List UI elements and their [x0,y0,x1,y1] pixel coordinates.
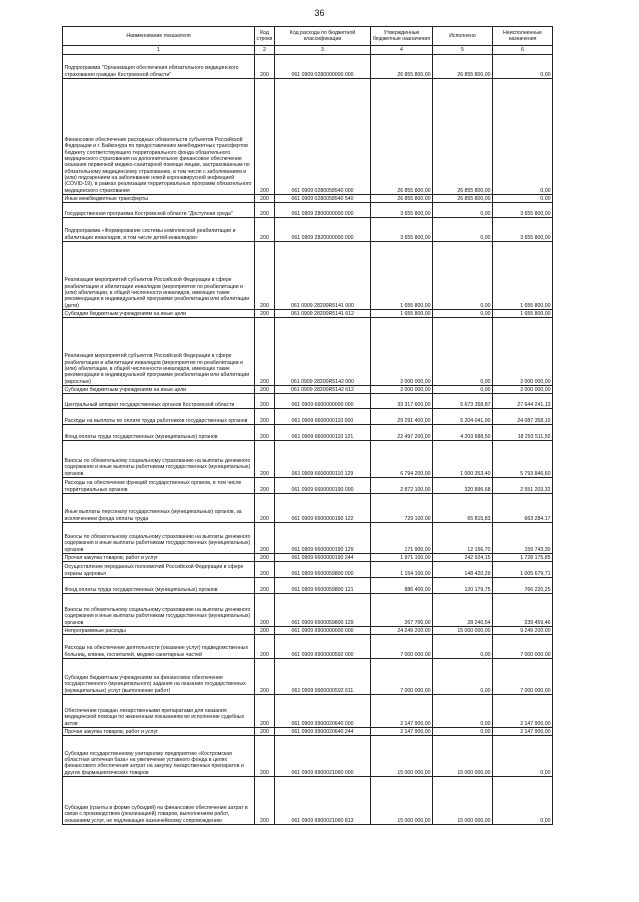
row-executed: 12 156,70 [433,523,493,554]
row-budget-code: 061 0909 9900020640 000 [275,695,371,728]
table-row [63,494,553,523]
row-budget-code: 061 0909 9900000592 611 [275,659,371,695]
row-code: 200 [255,441,275,478]
row-code: 200 [255,425,275,441]
row-name: Субсидии бюджетным учреждениям на иные цели [63,386,255,394]
header-code: Код строки [255,27,275,46]
row-budget-code: 061 0909 2820000000 000 [275,218,371,242]
row-approved: 3 655 800,00 [371,218,433,242]
row-approved: 2 147 900,00 [371,695,433,728]
row-unexecuted: 1 655 800,00 [493,242,553,310]
row-name: Непрограммные расходы [63,627,255,635]
row-unexecuted: 9 249 200,00 [493,627,553,635]
row-unexecuted: 3 655 800,00 [493,203,553,218]
header-approved: Утвержденные бюджетные назначения [371,27,433,46]
row-executed: 0,00 [433,635,493,659]
row-budget-code: 061 0909 6600000110 121 [275,425,371,441]
row-unexecuted: 18 293 511,50 [493,425,553,441]
row-name: Иные межбюджетные трансферты [63,195,255,203]
row-code: 200 [255,195,275,203]
row-code: 200 [255,562,275,578]
header-name: Наименование показателя [63,27,255,46]
row-executed: 0,00 [433,203,493,218]
row-unexecuted: 2 147 900,00 [493,695,553,728]
row-unexecuted: 0,00 [493,777,553,825]
column-number: 1 [63,46,255,55]
row-code: 200 [255,218,275,242]
row-name: Фонд оплаты труда государственных (муниципальных) органов [63,578,255,594]
row-name: Взносы по обязательному социальному страхованию на выплаты денежного содержания и иные выплаты работникам государственных (муниципальных) органов [63,594,255,627]
row-executed: 242 924,15 [433,554,493,562]
row-unexecuted: 5 793 846,60 [493,441,553,478]
table-row [63,425,553,441]
row-budget-code: 061 0909 9900021060 813 [275,777,371,825]
budget-execution-table [62,26,553,825]
row-code: 200 [255,478,275,494]
row-executed: 0,00 [433,728,493,736]
row-budget-code: 061 0909 6600000110 129 [275,441,371,478]
row-unexecuted: 7 000 000,00 [493,659,553,695]
row-executed: 4 203 688,50 [433,425,493,441]
row-approved: 267 700,00 [371,594,433,627]
table-row [63,695,553,728]
row-approved: 2 000 000,00 [371,386,433,394]
table-row [63,441,553,478]
row-code: 200 [255,695,275,728]
row-code: 200 [255,659,275,695]
row-approved: 3 655 800,00 [371,203,433,218]
row-approved: 15 000 000,00 [371,777,433,825]
column-number: 2 [255,46,275,55]
row-budget-code: 061 0909 6600000110 000 [275,409,371,425]
row-code: 200 [255,79,275,195]
row-code: 200 [255,203,275,218]
row-name: Взносы по обязательному социальному страхованию на выплаты денежного содержания и иные выплаты работникам государственных (муниципальных) органов [63,523,255,554]
row-code: 200 [255,523,275,554]
table-row [63,728,553,736]
page-number: 36 [314,8,325,18]
row-unexecuted: 2 147 900,00 [493,728,553,736]
row-unexecuted: 0,00 [493,195,553,203]
column-number: 3 [275,46,371,55]
row-unexecuted: 1 005 679,71 [493,562,553,578]
table-row [63,242,553,310]
row-executed: 0,00 [433,695,493,728]
row-budget-code: 061 0909 0280058540 540 [275,195,371,203]
row-approved: 26 855 800,00 [371,55,433,79]
row-unexecuted: 0,00 [493,79,553,195]
row-budget-code: 061 0909 6600000190 122 [275,494,371,523]
row-executed: 26 855 800,00 [433,79,493,195]
row-name: Расходы на обеспечение функций государственных органов, в том числе территориальных органов [63,478,255,494]
row-executed: 1 000 353,40 [433,441,493,478]
row-name: Иные выплаты персоналу государственных (муниципальных) органов, за исключением фонда оплаты труда [63,494,255,523]
row-code: 200 [255,494,275,523]
row-approved: 1 971 100,00 [371,554,433,562]
row-unexecuted: 766 220,25 [493,578,553,594]
row-name: Субсидии бюджетным учреждениям на иные цели [63,310,255,318]
row-name: Субсидии (гранты в форме субсидий) на финансовое обеспечение затрат в связи с производством (реализацией) товаров, выполнением работ, оказанием услуг, не подлежащие казначейскому сопровождению [63,777,255,825]
row-budget-code: 061 0909 28200R5142 000 [275,318,371,386]
row-name: Субсидии бюджетным учреждениям на финансовое обеспечение государственного (муниципального) задания на оказание государственных (муниципальных) услуг (выполнение работ) [63,659,255,695]
row-code: 200 [255,777,275,825]
header-unexecuted: Неисполненные назначения [493,27,553,46]
row-executed: 5 673 358,87 [433,394,493,409]
row-approved: 7 000 000,00 [371,659,433,695]
row-approved: 15 000 000,00 [371,736,433,777]
row-budget-code: 061 0909 9900021060 000 [275,736,371,777]
row-budget-code: 061 0909 6600059800 129 [275,594,371,627]
row-budget-code: 061 0909 28200R5141 612 [275,310,371,318]
row-approved: 2 872 100,00 [371,478,433,494]
column-number: 5 [433,46,493,55]
row-name: Прочая закупка товаров, работ и услуг [63,554,255,562]
row-code: 200 [255,554,275,562]
row-approved: 886 400,00 [371,578,433,594]
row-budget-code: 061 0909 9900020640 244 [275,728,371,736]
row-budget-code: 061 0909 6600059800 121 [275,578,371,594]
column-number-row [63,46,553,55]
table-row [63,736,553,777]
table-row [63,478,553,494]
row-executed: 0,00 [433,310,493,318]
table-row [63,554,553,562]
row-unexecuted: 7 000 000,00 [493,635,553,659]
row-name: Расходы на выплаты по оплате труда работников государственных органов [63,409,255,425]
row-name: Осуществление переданных полномочий Российской Федерации в сфере охраны здоровья [63,562,255,578]
row-executed: 5 204 041,90 [433,409,493,425]
row-executed: 148 420,29 [433,562,493,578]
table-row [63,659,553,695]
table-row [63,523,553,554]
row-code: 200 [255,55,275,79]
row-approved: 26 855 800,00 [371,79,433,195]
row-approved: 171 900,00 [371,523,433,554]
row-code: 200 [255,394,275,409]
column-number: 6 [493,46,553,55]
row-name: Прочая закупка товаров, работ и услуг [63,728,255,736]
table-row [63,318,553,386]
table-row [63,394,553,409]
row-unexecuted: 0,00 [493,736,553,777]
row-budget-code: 061 0909 28200R5141 000 [275,242,371,310]
table-row [63,55,553,79]
row-approved: 1 154 100,00 [371,562,433,578]
table-row [63,409,553,425]
row-code: 200 [255,318,275,386]
header-executed: Исполнено [433,27,493,46]
row-budget-code: 061 0909 6600000190 129 [275,523,371,554]
row-approved: 24 249 200,00 [371,627,433,635]
row-executed: 15 000 000,00 [433,777,493,825]
row-unexecuted: 663 284,17 [493,494,553,523]
header-budget-code: Код расхода по бюджетной классификации [275,27,371,46]
table-row [63,594,553,627]
table-row [63,777,553,825]
row-unexecuted: 2 000 000,00 [493,386,553,394]
row-budget-code: 061 0909 0280058540 000 [275,79,371,195]
row-executed: 120 179,75 [433,578,493,594]
row-executed: 0,00 [433,218,493,242]
row-approved: 729 100,00 [371,494,433,523]
row-budget-code: 061 0909 9900000592 000 [275,635,371,659]
row-executed: 0,00 [433,386,493,394]
table-row [63,203,553,218]
row-code: 200 [255,728,275,736]
row-code: 200 [255,310,275,318]
row-budget-code: 061 0909 6600000000 000 [275,394,371,409]
row-code: 200 [255,635,275,659]
row-approved: 6 794 200,00 [371,441,433,478]
row-code: 200 [255,409,275,425]
row-approved: 2 000 000,00 [371,318,433,386]
row-approved: 1 655 800,00 [371,310,433,318]
row-code: 200 [255,627,275,635]
row-name: Фонд оплаты труда государственных (муниципальных) органов [63,425,255,441]
row-unexecuted: 239 459,46 [493,594,553,627]
row-budget-code: 061 0909 6600000190 000 [275,478,371,494]
row-unexecuted: 27 644 241,13 [493,394,553,409]
table-row [63,195,553,203]
row-approved: 26 855 800,00 [371,195,433,203]
row-name: Подпрограмма "Организация обеспечения обязательного медицинского страхования граждан Костромской области" [63,55,255,79]
row-unexecuted: 2 000 000,00 [493,318,553,386]
row-budget-code: 061 0909 0280000000 000 [275,55,371,79]
row-approved: 2 147 900,00 [371,728,433,736]
row-executed: 65 815,83 [433,494,493,523]
row-executed: 15 000 000,00 [433,736,493,777]
row-name: Подпрограмма «Формирование системы комплексной реабилитации и абилитации инвалидов, в том числе детей-инвалидов» [63,218,255,242]
row-unexecuted: 159 743,30 [493,523,553,554]
table-body [63,55,553,825]
row-budget-code: 061 0909 6600059800 000 [275,562,371,578]
row-name: Реализация мероприятий субъектов Российской Федерации в сфере реабилитации и абилитации инвалидов (мероприятия по реабилитации и (или) абилитации, в общей численности инвалидов, имеющих такие рекомендации в индивидуальной программе реабилитации или абилитации (взрослые) [63,318,255,386]
row-budget-code: 061 0909 2800000000 000 [275,203,371,218]
row-approved: 33 317 600,00 [371,394,433,409]
row-budget-code: 061 0909 28200R5142 612 [275,386,371,394]
row-approved: 22 497 200,00 [371,425,433,441]
row-code: 200 [255,242,275,310]
row-name: Финансовое обеспечение расходных обязательств субъектов Российской Федерации и г. Байконура по предоставлению межбюджетных трансфертов бюджету соответствующего территориального фонда обязательного медицинского страхования на дополнительное финансовое обеспечение оказания первичной медико-санитарной помощи лицам, застрахованным по обязательному медицинскому страхованию, в том числе с заболеванием и (или) подозрением на заболевание новой коронавирусной инфекцией (COVID-19), в рамках реализации территориальных программ обязательного медицинского страхования [63,79,255,195]
row-approved: 1 655 800,00 [371,242,433,310]
row-name: Взносы по обязательному социальному страхованию на выплаты денежного содержания и иные выплаты работникам государственных (муниципальных) органов [63,441,255,478]
row-executed: 26 855 800,00 [433,195,493,203]
row-executed: 15 000 000,00 [433,627,493,635]
row-name: Обеспечение граждан лекарственными препаратами для оказания медицинской помощи по жизненным показаниям во исполнение судебных актов [63,695,255,728]
row-unexecuted: 1 728 175,85 [493,554,553,562]
row-name: Центральный аппарат государственных органов Костромской области [63,394,255,409]
table-row [63,562,553,578]
row-budget-code: 061 0909 9900000000 000 [275,627,371,635]
row-code: 200 [255,594,275,627]
table-header-row [63,27,553,46]
row-code: 200 [255,736,275,777]
row-unexecuted: 0,00 [493,55,553,79]
table-row [63,635,553,659]
row-code: 200 [255,386,275,394]
table-row [63,627,553,635]
column-number: 4 [371,46,433,55]
table-row [63,218,553,242]
row-name: Государственная программа Костромской области "Доступная среда" [63,203,255,218]
row-unexecuted: 24 087 358,10 [493,409,553,425]
row-executed: 0,00 [433,318,493,386]
row-name: Субсидии государственному унитарному предприятию «Костромская областная аптечная база» на увеличение уставного фонда в целях финансового обеспечения затрат на закупку лекарственных препаратов и других фармацевтических товаров [63,736,255,777]
row-unexecuted: 3 655 800,00 [493,218,553,242]
table-row [63,79,553,195]
table-row [63,578,553,594]
row-unexecuted: 2 551 203,32 [493,478,553,494]
row-name: Расходы на обеспечение деятельности (оказание услуг) подведомственных больниц, клиник, госпиталей, медико-санитарных частей [63,635,255,659]
table-row [63,310,553,318]
row-code: 200 [255,578,275,594]
row-executed: 0,00 [433,659,493,695]
row-approved: 7 000 000,00 [371,635,433,659]
row-executed: 26 855 800,00 [433,55,493,79]
row-executed: 320 896,68 [433,478,493,494]
row-executed: 0,00 [433,242,493,310]
row-unexecuted: 1 655 800,00 [493,310,553,318]
row-executed: 28 240,54 [433,594,493,627]
row-approved: 29 291 400,00 [371,409,433,425]
row-budget-code: 061 0909 6600000190 244 [275,554,371,562]
row-name: Реализация мероприятий субъектов Российской Федерации в сфере реабилитации и абилитации инвалидов (мероприятия по реабилитации и (или) абилитации, в общей численности инвалидов, имеющих такие рекомендации в индивидуальной программе реабилитации или абилитации (дети) [63,242,255,310]
table-row [63,386,553,394]
